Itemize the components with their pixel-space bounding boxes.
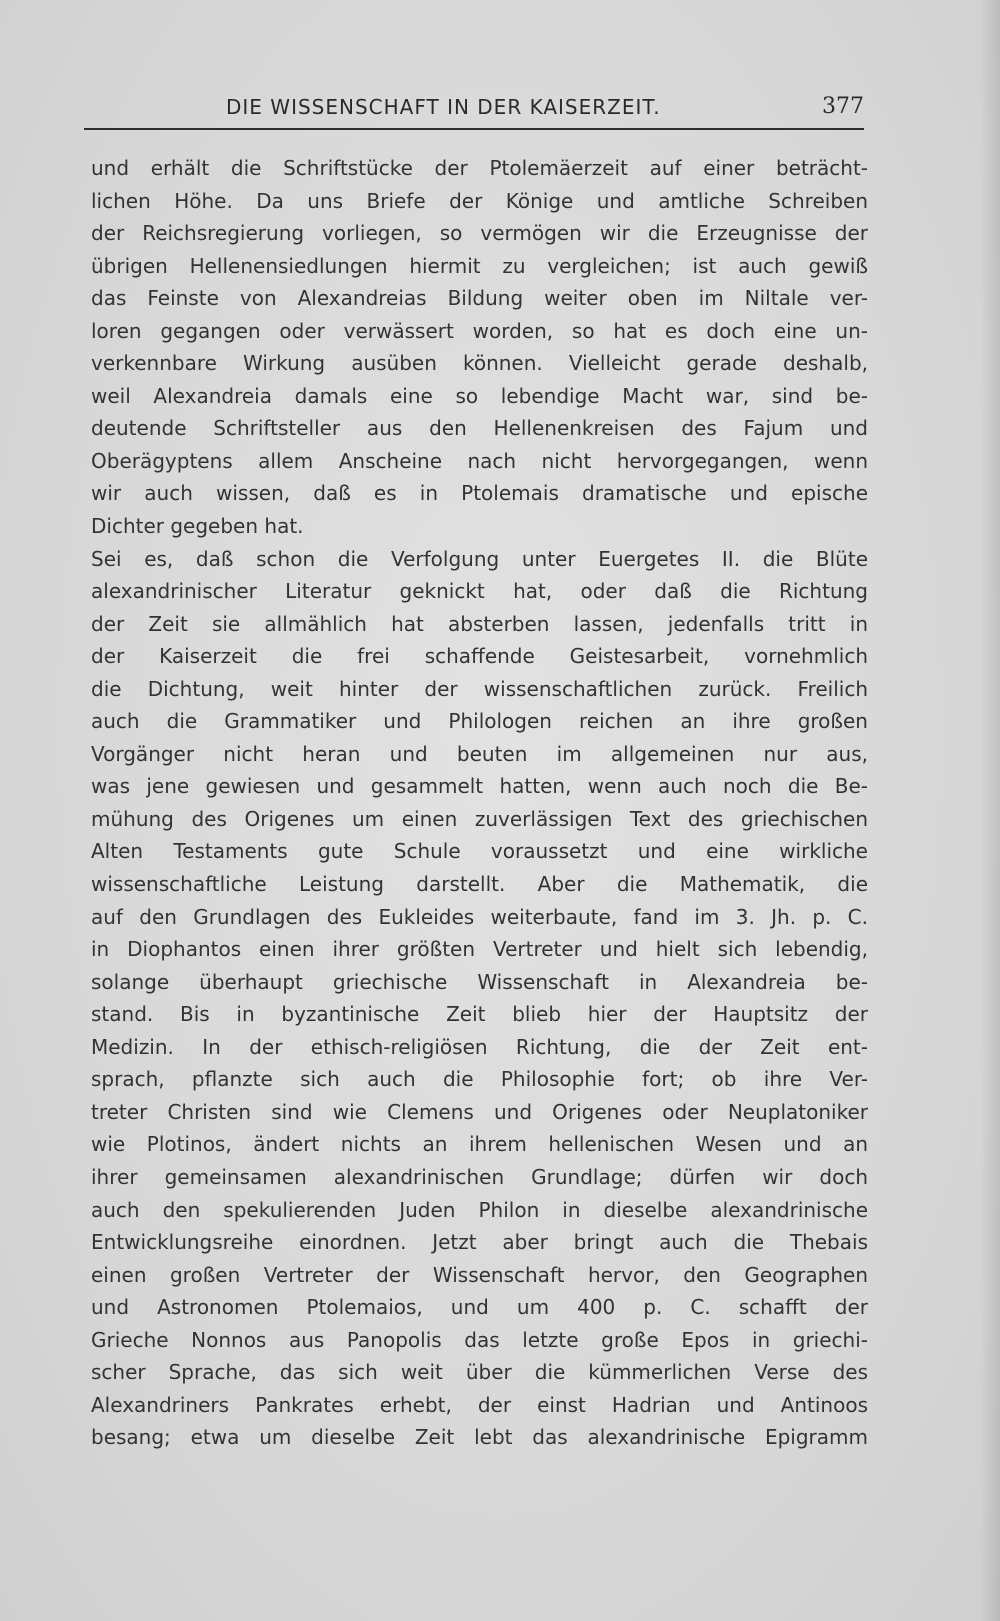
text-line: Sei es, daß schon die Verfolgung unter Euergetes II. die Blüte <box>91 546 868 571</box>
text-line: der Zeit sie allmählich hat absterben lassen, jedenfalls tritt in <box>91 611 868 636</box>
text-line: Grieche Nonnos aus Panopolis das letzte große Epos in griechi- <box>91 1327 868 1352</box>
text-line: stand. Bis in byzantinische Zeit blieb hier der Hauptsitz der <box>91 1002 868 1027</box>
text-line: ihrer gemeinsamen alexandrinischen Grundlage; dürfen wir doch <box>91 1164 868 1189</box>
text-line: wir auch wissen, daß es in Ptolemais dramatische und epische <box>91 481 868 506</box>
text-line: deutende Schriftsteller aus den Hellenenkreisen des Fajum und <box>91 416 868 441</box>
text-line: alexandrinischer Literatur geknickt hat, oder daß die Richtung <box>91 579 868 604</box>
text-line: Medizin. In der ethisch-religiösen Richtung, die der Zeit ent- <box>91 1034 868 1059</box>
text-line: scher Sprache, das sich weit über die kümmerlichen Verse des <box>91 1360 868 1385</box>
text-line: treter Christen sind wie Clemens und Origenes oder Neuplatoniker <box>91 1099 868 1124</box>
text-line: das Feinste von Alexandreias Bildung weiter oben im Niltale ver- <box>91 286 868 311</box>
text-line: besang; etwa um dieselbe Zeit lebt das alexandrinische Epigramm <box>91 1425 868 1450</box>
text-line: in Diophantos einen ihrer größten Vertreter und hielt sich lebendig, <box>91 937 868 962</box>
text-line: mühung des Origenes um einen zuverlässigen Text des griechischen <box>91 806 868 831</box>
body-text <box>91 152 868 1454</box>
running-header <box>84 94 864 130</box>
text-line: wissenschaftliche Leistung darstellt. Aber die Mathematik, die <box>91 872 868 897</box>
text-line: solange überhaupt griechische Wissenschaft in Alexandreia be- <box>91 969 868 994</box>
text-line: der Reichsregierung vorliegen, so vermögen wir die Erzeugnisse der <box>91 221 868 246</box>
text-line: auf den Grundlagen des Eukleides weiterbaute, fand im 3. Jh. p. C. <box>91 904 868 929</box>
text-line: lichen Höhe. Da uns Briefe der Könige und amtliche Schreiben <box>91 188 868 213</box>
text-line: auch den spekulierenden Juden Philon in dieselbe alexandrinische <box>91 1197 868 1222</box>
text-line: sprach, pflanzte sich auch die Philosophie fort; ob ihre Ver- <box>91 1067 868 1092</box>
text-line: einen großen Vertreter der Wissenschaft hervor, den Geographen <box>91 1262 868 1287</box>
text-line: Oberägyptens allem Anscheine nach nicht hervorgegangen, wenn <box>91 448 868 473</box>
text-line: Alexandriners Pankrates erhebt, der einst Hadrian und Antinoos <box>91 1392 868 1417</box>
page-number: 377 <box>822 94 864 119</box>
text-line: weil Alexandreia damals eine so lebendige Macht war, sind be- <box>91 383 868 408</box>
text-line: loren gegangen oder verwässert worden, so hat es doch eine un- <box>91 318 868 343</box>
text-line: Dichter gegeben hat. <box>91 514 304 539</box>
text-line: der Kaiserzeit die frei schaffende Geistesarbeit, vornehmlich <box>91 644 868 669</box>
text-line: wie Plotinos, ändert nichts an ihrem hellenischen Wesen und an <box>91 1132 868 1157</box>
text-line: Vorgänger nicht heran und beuten im allgemeinen nur aus, <box>91 741 868 766</box>
text-line: und Astronomen Ptolemaios, und um 400 p. C. schafft der <box>91 1295 868 1320</box>
text-line: was jene gewiesen und gesammelt hatten, wenn auch noch die Be- <box>91 774 868 799</box>
text-line: übrigen Hellenensiedlungen hiermit zu vergleichen; ist auch gewiß <box>91 253 868 278</box>
text-line: und erhält die Schriftstücke der Ptolemäerzeit auf einer beträcht- <box>91 156 868 180</box>
text-line: verkennbare Wirkung ausüben können. Vielleicht gerade deshalb, <box>91 351 868 376</box>
text-line: auch die Grammatiker und Philologen reichen an ihre großen <box>91 709 868 734</box>
text-line: Entwicklungsreihe einordnen. Jetzt aber bringt auch die Thebais <box>91 1230 868 1255</box>
page-edge-shadow <box>980 0 1000 1621</box>
text-line: die Dichtung, weit hinter der wissenschaftlichen zurück. Freilich <box>91 676 868 701</box>
text-line: Alten Testaments gute Schule voraussetzt und eine wirkliche <box>91 839 868 864</box>
running-title: DIE WISSENSCHAFT IN DER KAISERZEIT. <box>226 95 661 119</box>
